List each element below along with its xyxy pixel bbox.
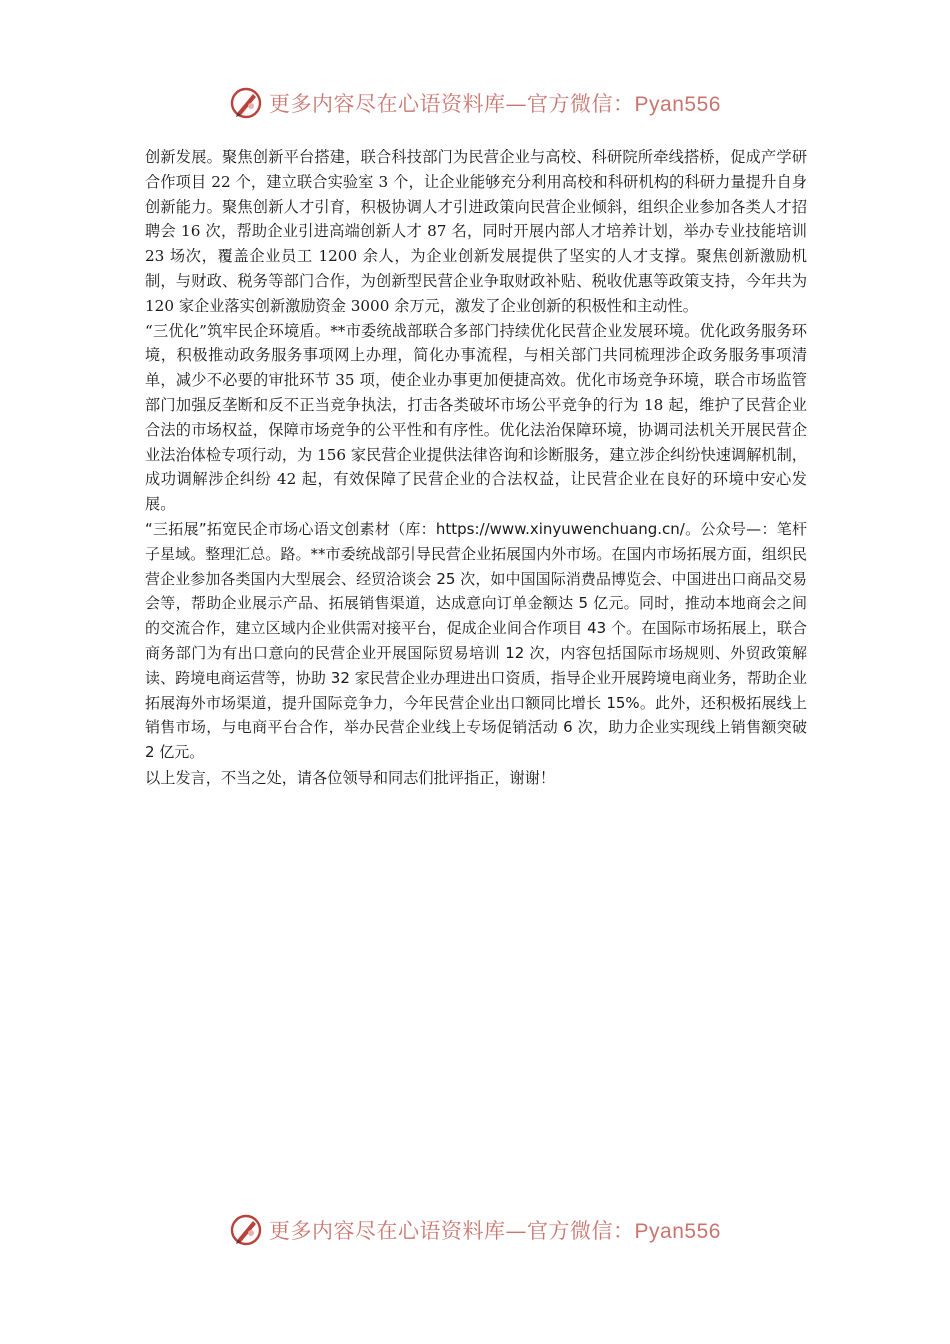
footer-banner-text: 更多内容尽在心语资料库—官方微信：Pyan556 <box>269 1219 721 1243</box>
paragraph-three-expansions: “三拓展”拓宽民企市场心语文创素材（库：https://www.xinyuwenchuang.cn/。公众号—：笔杆子星域。整理汇总。路。**市委统战部引导民营企业拓展国内外市场。在国内市场拓展方面，组织民营企业参加各类国内大型展会、经贸洽谈会 25 次，如中国国际消费品博览会、中国进出口商品交易会等，帮助企业展示产品、拓展销售渠道，达成意向订单金额达 5 亿元。同时，推动本地商会之间的交流合作，建立区域内企业供需对接平台，促成企业间合作项目 43 个。在国际市场拓展上，联合商务部门为有出口意向的民营企业开展国际贸易培训 12 次，内容包括国际市场规则、外贸政策解读、跨境电商运营等，协助 32 家民营企业办理进出口资质，指导企业开展跨境电商业务，帮助企业拓展海外市场渠道，提升国际竞争力，今年民营企业出口额同比增长 15%。此外，还积极拓展线上销售市场，与电商平台合作，举办民营企业线上专场促销活动 6 次，助力企业实现线上销售额突破 2 亿元。 <box>145 519 807 762</box>
header-banner-text: 更多内容尽在心语资料库—官方微信：Pyan556 <box>269 92 721 116</box>
pen-logo-icon <box>229 1213 263 1247</box>
closing-remarks: 以上发言，不当之处，请各位领导和同志们批评指正，谢谢！ <box>145 768 556 787</box>
footer-watermark-banner <box>0 1205 950 1255</box>
paragraph-innovation: 创新发展。聚焦创新平台搭建，联合科技部门为民营企业与高校、科研院所牵线搭桥，促成产学研合作项目 22 个，建立联合实验室 3 个，让企业能够充分利用高校和科研机构的科研力量提升自身创新能力。聚焦创新人才引育，积极协调人才引进政策向民营企业倾斜，组织企业参加各类人才招聘会 16 次，帮助企业引进高端创新人才 87 名，同时开展内部人才培养计划，举办专业技能培训 23 场次，覆盖企业员工 1200 余人，为企业创新发展提供了坚实的人才支撑。聚焦创新激励机制，与财政、税务等部门合作，为创新型民营企业争取财政补贴、税收优惠等政策支持，今年共为 120 家企业落实创新激励资金 3000 余万元，激发了企业创新的积极性和主动性。 <box>145 148 807 315</box>
document-body <box>145 145 807 791</box>
pen-logo-icon <box>229 86 263 120</box>
header-watermark-banner <box>0 78 950 128</box>
paragraph-three-optimizations: “三优化”筑牢民企环境盾。**市委统战部联合多部门持续优化民营企业发展环境。优化政务服务环境，积极推动政务服务事项网上办理，简化办事流程，与相关部门共同梳理涉企政务服务事项清单，减少不必要的审批环节 35 项，使企业办事更加便捷高效。优化市场竞争环境，联合市场监管部门加强反垄断和反不正当竞争执法，打击各类破坏市场公平竞争的行为 18 起，维护了民营企业合法的市场权益，保障市场竞争的公平性和有序性。优化法治保障环境，协调司法机关开展民营企业法治体检专项行动，为 156 家民营企业提供法律咨询和诊断服务，建立涉企纠纷快速调解机制，成功调解涉企纠纷 42 起，有效保障了民营企业的合法权益，让民营企业在良好的环境中安心发展。 <box>145 321 807 514</box>
